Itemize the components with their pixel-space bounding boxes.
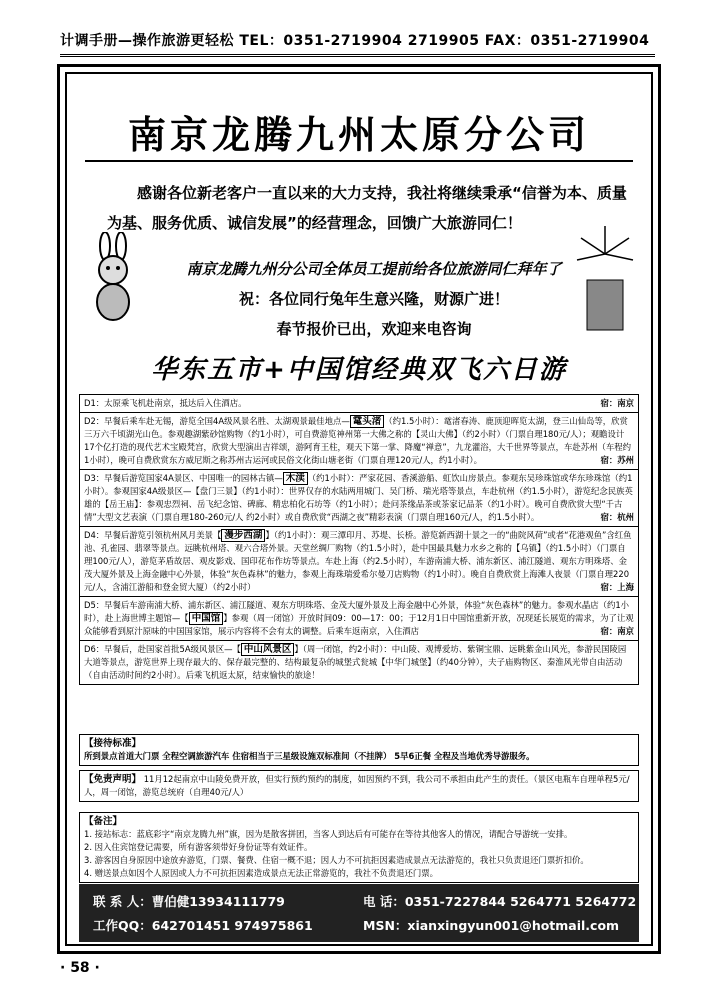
contact-person: 联 系 人：曹伯健13934111779 bbox=[93, 894, 285, 909]
itinerary-table bbox=[79, 394, 639, 685]
new-year-greeting: 南京龙腾九州分公司全体员工提前给各位旅游同仁拜年了 bbox=[186, 260, 562, 278]
company-title: 南京龙腾九州太原分公司 bbox=[127, 113, 590, 157]
itinerary-day: D2：早餐后乘车赴无锡，游览全国4A级风景名胜、太湖观景最佳地点— 鼋头渚 （约1.5小时）：鼋渚春涛、鹿顶迎晖览太湖，登三山仙岛等，欣赏三万六千顷湖光山色。参观趣湖紫砂馆购物（约1小时），可自费游览神州第一大佛之称的【灵山大佛】（约2小时）（门票自理180元/人）；观瞻设计17个亿打造的现代艺术宝殿梵宫，欣赏大型演出吉祥颂，游阿育王柱，观天下第一掌、降魔“禅意”，九龙灌浴，大千世界等景点，车赴苏州（车程约1小时），晚可自费欣赏东方威尼斯之称苏州古运河或民俗文化街山塘老街（门票自理120元/人，约1小时）。 宿：苏州 bbox=[80, 413, 638, 470]
highlight-spot: 中国馆 bbox=[189, 612, 224, 625]
stay-location: 宿：上海 bbox=[600, 582, 634, 592]
notes: 【备注】 1. 接站标志：蓝底彩字“南京龙腾九州”旗，因为是散客拼团，当客人到达后有可能存在等待其他客人的情况，请配合导游统一安排。 2. 因入住宾馆登记需要，所有游客须带好身份证等有效证件。 3. 游客因自身原因中途放弃游览，门票、餐费、住宿一概不退；因人力不可抗拒因素造成景点无法游览的，我社只负责退还门票折扣价。 4. 赠送景点如因个人原因或人力不可抗拒因素造成景点无法正常游览的，我社不负责退还门票。 bbox=[79, 812, 639, 883]
contact-phone: 电 话：0351-7227844 5264771 5264772 bbox=[363, 894, 637, 909]
reception-standard: 【接待标准】 所到景点首道大门票 全程空调旅游汽车 住宿相当于三星级设施双标准间（不挂牌） 5早6正餐 全程及当地优秀导游服务。 bbox=[79, 734, 639, 766]
contact-qq: 工作QQ：642701451 974975861 bbox=[93, 918, 313, 933]
highlight-spot: 鼋头渚 bbox=[350, 415, 385, 428]
itinerary-day: D1：太原乘飞机赴南京，抵达后入住酒店。 宿：南京 bbox=[80, 395, 638, 413]
itinerary-day: D5：早餐后车游南浦大桥、浦东新区、浦江隧道、观东方明珠塔、金茂大厦外景及上海金融中心外景，体验“灰色森林”的魅力。参观水晶店（约1小时），赴上海世博主题馆—【 中国馆 】参观（周一闭馆）开放时间09：00—17：00；于12月1日中国馆重新开放，况现延长展览的需求，为了让观众能够看到原汁原味的中国国家馆，展示内容将不会有太的调整。后乘车返南京，入住酒店 宿：南京 bbox=[80, 597, 638, 641]
thanks-message: 感谢各位新老客户一直以来的大力支持，我社将继续秉承“信誉为本、质量为基、服务优质、诚信发展”的经营理念，回馈广大旅游同仁！ bbox=[107, 184, 627, 232]
wish-line: 祝：各位同行兔年生意兴隆，财源广进！ bbox=[238, 290, 509, 308]
header-line: 计调手册—操作旅游更轻松 TEL：0351-2719904 2719905 FAX：0351-2719904 bbox=[60, 33, 650, 49]
highlight-spot: 中山风景区 bbox=[241, 643, 295, 656]
stay-location: 宿：南京 bbox=[600, 398, 634, 408]
highlight-spot: 漫步西湖 bbox=[221, 529, 265, 542]
list-item: 1. 接站标志：蓝底彩字“南京龙腾九州”旗，因为是散客拼团，当客人到达后有可能存在等待其他客人的情况，请配合导游统一安排。 bbox=[84, 829, 573, 839]
highlight-spot: 木渎 bbox=[283, 472, 308, 485]
quote-notice: 春节报价已出，欢迎来电咨询 bbox=[276, 320, 472, 338]
stay-location: 宿：苏州 bbox=[600, 455, 634, 465]
itinerary-day: D4：早餐后游览引领杭州风月美景【 漫步西湖 】（约1小时）：观三潭印月、苏堤、长桥。游览新西湖十景之一的“曲院风荷”或者“花港观鱼”含红鱼池、孔雀园、翡翠等景点。远眺杭州塔、观六合塔外景。天堂丝绸厂购物（约1.5小时），赴中国最具魅力水乡之称的【乌镇】（约1.5小时）（门票自理100元/人），游览茅盾故居、观皮影戏、国印花布作坊等景点。车赴上海（约2.5小时），车游南浦大桥、浦东新区、浦江隧道、观东方明珠塔、金茂大厦外景及上海金融中心外景，体验“灰色森林”的魅力，参观上海珠瑞爱希尔曼刀店购物（约1小时）。晚自自费欣赏上海滩人夜景（门票自理220元/人，含浦江游船和登金贸大厦）（约2小时） 宿：上海 bbox=[80, 527, 638, 597]
header-bar bbox=[60, 30, 655, 57]
route-title: 华东五市+中国馆经典双飞六日游 bbox=[151, 355, 567, 385]
contact-msn: MSN：xianxingyun001@hotmail.com bbox=[363, 918, 620, 933]
list-item: 4. 赠送景点如因个人原因或人力不可抗拒因素造成景点无法正常游览的，我社不负责退还门票。 bbox=[84, 868, 439, 878]
ad-content bbox=[65, 72, 653, 946]
contact-box bbox=[79, 884, 639, 942]
stay-location: 宿：杭州 bbox=[600, 512, 634, 522]
disclaimer: 【免责声明】 11月12起南京中山陵免费开放，但实行预约预约的制度，如因预约不到，我公司不承担由此产生的责任。（景区电瓶车自理单程5元/人，周一闭馆，游览总统府（自理40元/人） bbox=[79, 770, 639, 802]
list-item: 2. 因入住宾馆登记需要，所有游客须带好身份证等有效证件。 bbox=[84, 842, 313, 852]
stay-location: 宿：南京 bbox=[600, 626, 634, 636]
ad-frame bbox=[57, 64, 661, 954]
page-number: · 58 · bbox=[60, 960, 100, 976]
title-divider bbox=[85, 160, 633, 162]
itinerary-day: D3：早餐后游览国家4A景区、中国唯一的园林古镇— 木渎 （约1小时）：严家花园、香溪游船、虹饮山房景点。参观东吴珍珠馆或华东珍珠馆（约1小时）。参观国家4A级景区—【盘门三景】（约1小时）：世界仅存的水陆两用城门、吴门桥、瑞光塔等景点，车赴杭州（约1.5小时），游览纪念民族英雄的【岳王庙】：参观忠烈祠、岳飞纪念馆、碑廊、精忠柏化石坊等（约1小时）；赴问茶缘品茶或茶家记品茶（约1小时）。晚可自费欣赏大型“千古情”大型文艺表演（门票自理180-260元/人 约2小时）或自费欣赏“西湖之夜”精彩表演（门票自理160元/人，约1.5小时）。 宿：杭州 bbox=[80, 470, 638, 527]
itinerary-day: D6：早餐后，赴国家首批5A级风景区—【 中山风景区 】（周一闭馆，约2小时）：中山陵、观博爱坊、紫铜宝鼎、远眺紫金山风光，参游民国陵园大道等景点，游览世界上现存最大的、保存最完整的、结构最复杂的城堡式瓮城【中华门城堡】（约40分钟），夫子庙购物区、秦淮风光带自由活动（自由活动时间约2小时）。后乘飞机返太原，结束愉快的旅途！ bbox=[84, 644, 627, 680]
list-item: 3. 游客因自身原因中途放弃游览，门票、餐费、住宿一概不退；因人力不可抗拒因素造成景点无法游览的，我社只负责退还门票折扣价。 bbox=[84, 855, 589, 865]
